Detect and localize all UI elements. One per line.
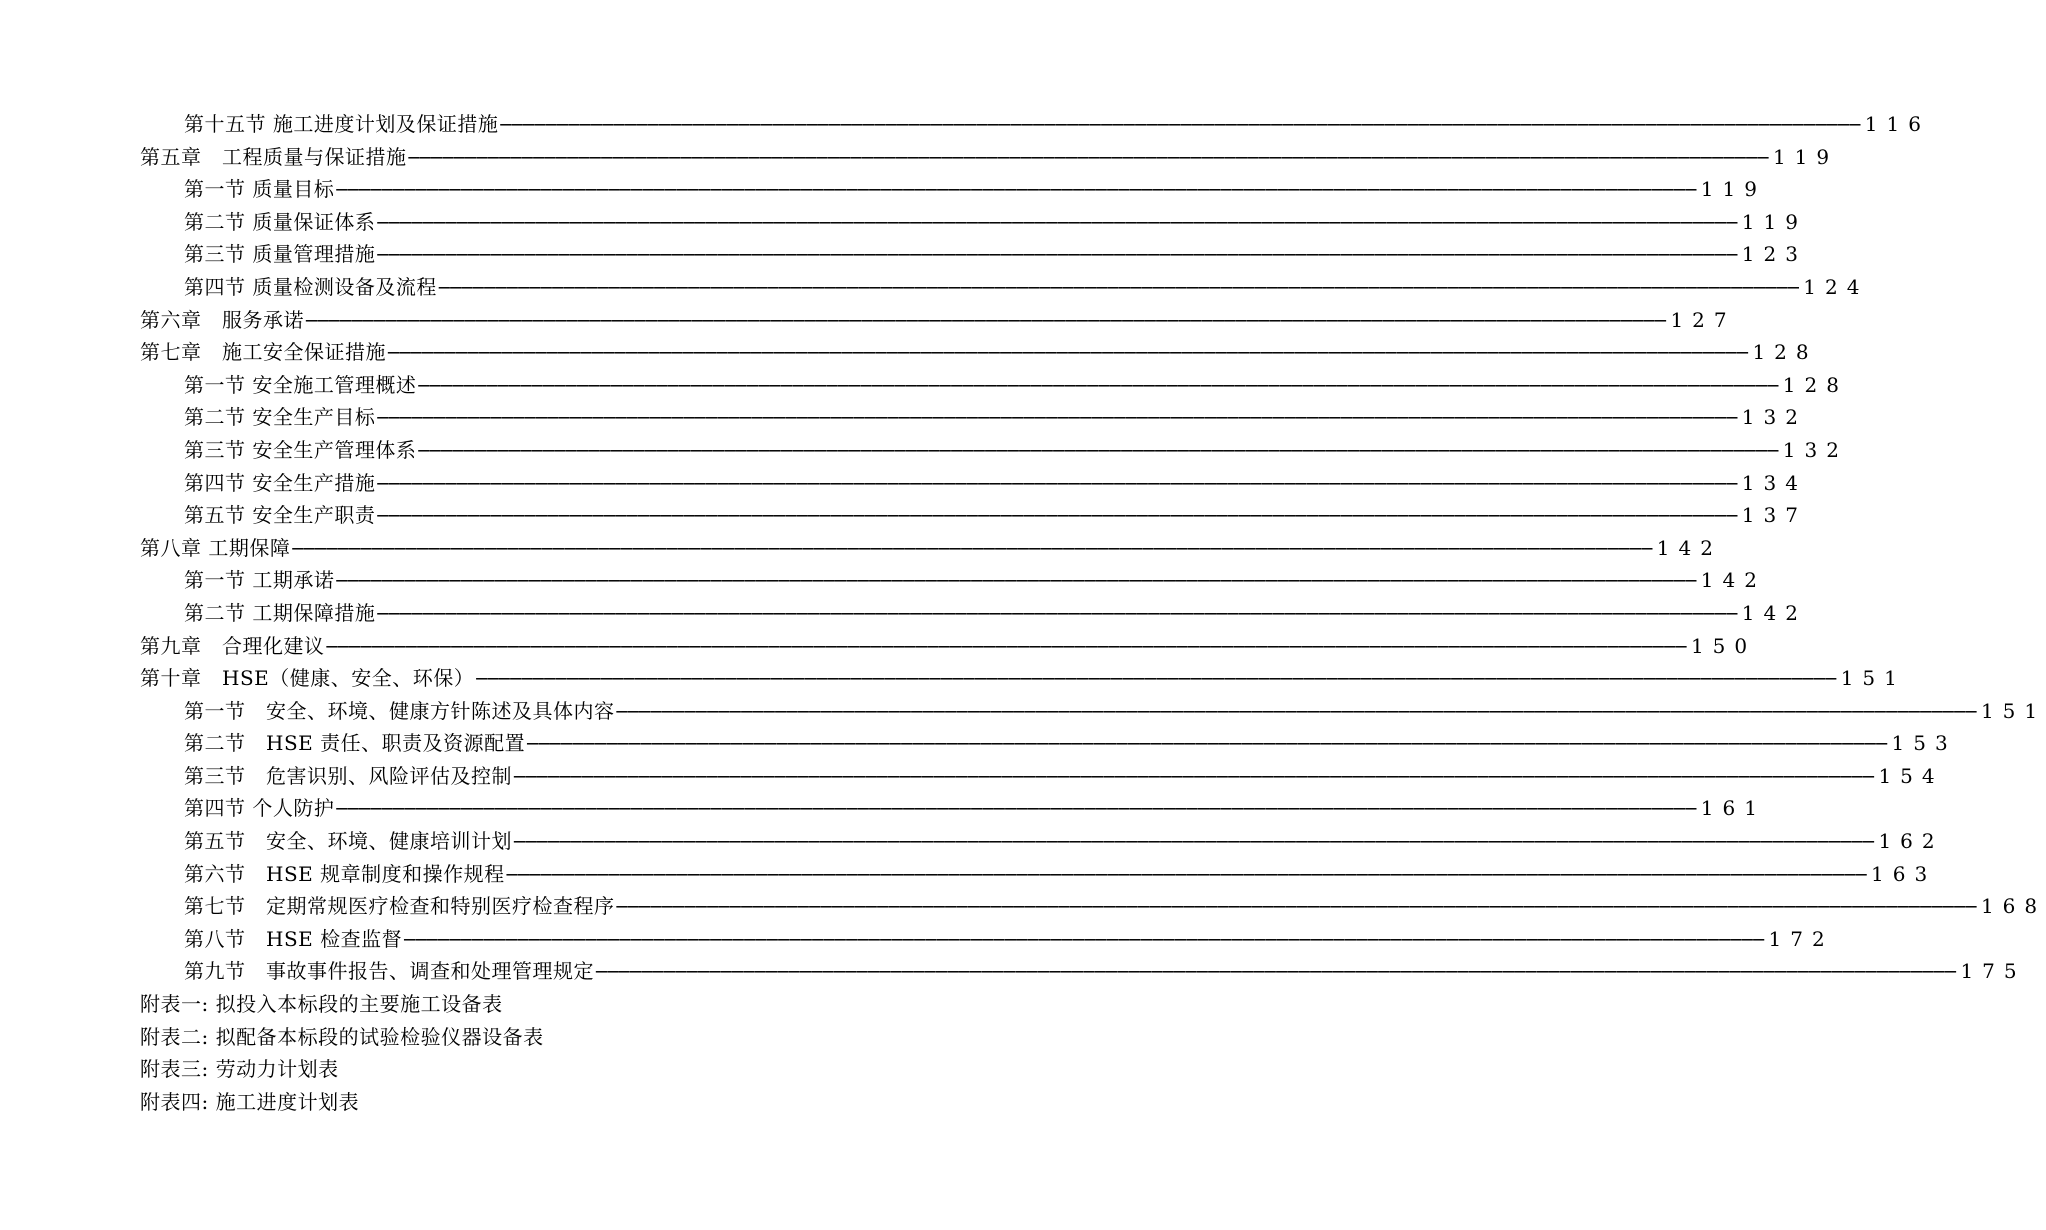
toc-entry-title: 第二节 质量保证体系: [184, 209, 376, 234]
toc-page-number: 163: [1871, 861, 1937, 886]
toc-section-entry[interactable]: [140, 108, 1930, 141]
toc-leader-line: ────────────────────────────────────────────────────────────────────────────────────────────────────────────────────────: [377, 506, 1738, 528]
toc-chapter-entry[interactable]: [140, 304, 1736, 337]
toc-page-number: 123: [1741, 242, 1807, 267]
toc-page-number: 172: [1768, 926, 1834, 951]
toc-page-number: 151: [1980, 698, 2046, 723]
toc-leader-line: ────────────────────────────────────────────────────────────────────────────────────────────────────────────────────────: [377, 603, 1738, 625]
toc-section-entry[interactable]: [140, 760, 1944, 793]
toc-section-entry[interactable]: [140, 271, 1869, 304]
toc-entry-title: 第六章 服务承诺: [140, 307, 304, 332]
toc-page-number: 119: [1772, 144, 1839, 169]
toc-leader-line: ────────────────────────────────────────────────────────────────────────────────────────────────────────────────────────: [326, 636, 1687, 658]
toc-section-entry[interactable]: [140, 499, 1807, 532]
toc-entry-title: 第三节 安全生产管理体系: [184, 437, 417, 462]
toc-entry-title: 第三节 危害识别、风险评估及控制: [184, 763, 512, 788]
toc-section-entry[interactable]: [140, 434, 1848, 467]
toc-page-number: 162: [1878, 829, 1944, 854]
toc-chapter-entry[interactable]: [140, 141, 1839, 174]
toc-entry-title: 第四节 质量检测设备及流程: [184, 274, 437, 299]
toc-page-number: 161: [1700, 796, 1766, 821]
toc-section-entry[interactable]: [140, 858, 1937, 891]
appendix-title: 附表二: 拟配备本标段的试验检验仪器设备表: [140, 1024, 544, 1049]
toc-chapter-entry[interactable]: [140, 336, 1818, 369]
toc-entry-title: 第九节 事故事件报告、调查和处理管理规定: [184, 959, 594, 984]
toc-leader-line: ────────────────────────────────────────────────────────────────────────────────────────────────────────────────────────: [388, 343, 1749, 365]
toc-entry-title: 第七章 施工安全保证措施: [140, 340, 386, 365]
toc-page-number: 150: [1690, 633, 1757, 658]
toc-entry-title: 第五节 安全生产职责: [184, 503, 376, 528]
toc-page-number: 154: [1878, 763, 1944, 788]
toc-page-number: 116: [1864, 112, 1930, 136]
toc-leader-line: ────────────────────────────────────────────────────────────────────────────────────────────────────────────────────────: [404, 929, 1765, 951]
toc-entry-title: 第五章 工程质量与保证措施: [140, 144, 407, 169]
toc-page-number: 175: [1960, 959, 2026, 984]
toc-section-entry[interactable]: [140, 825, 1944, 858]
toc-page-number: 124: [1803, 274, 1869, 299]
toc-page-number: 132: [1741, 405, 1807, 430]
toc-entry-title: 第二节 工期保障措施: [184, 600, 376, 625]
toc-entry-title: 第一节 安全施工管理概述: [184, 372, 417, 397]
toc-entry-title: 第一节 安全、环境、健康方针陈述及具体内容: [184, 698, 615, 723]
toc-section-entry[interactable]: [140, 727, 1957, 760]
toc-page-number: 132: [1782, 437, 1848, 462]
toc-leader-line: ────────────────────────────────────────────────────────────────────────────────────────────────────────────────────────: [527, 734, 1888, 756]
toc-entry-title: 第八章 工期保障: [140, 535, 291, 560]
toc-section-entry[interactable]: [140, 955, 2026, 988]
toc-page-number: 168: [1980, 894, 2046, 919]
toc-entry-title: 第八节 HSE 检查监督: [184, 926, 403, 951]
toc-section-entry[interactable]: [140, 467, 1807, 500]
toc-page-number: 137: [1741, 503, 1807, 528]
toc-leader-line: ────────────────────────────────────────────────────────────────────────────────────────────────────────────────────────: [377, 245, 1738, 267]
toc-entry-title: 第二节 安全生产目标: [184, 405, 376, 430]
toc-leader-line: ────────────────────────────────────────────────────────────────────────────────────────────────────────────────────────: [514, 832, 1875, 854]
appendix-entry[interactable]: [140, 1053, 806, 1086]
toc-page-number: 128: [1782, 372, 1848, 397]
toc-chapter-entry[interactable]: [140, 532, 1722, 565]
toc-leader-line: ────────────────────────────────────────────────────────────────────────────────────────────────────────────────────────: [336, 799, 1697, 821]
toc-chapter-entry[interactable]: [140, 662, 1906, 695]
toc-section-entry[interactable]: [140, 173, 1766, 206]
toc-leader-line: ────────────────────────────────────────────────────────────────────────────────────────────────────────────────────────: [438, 277, 1800, 299]
toc-section-entry[interactable]: [140, 890, 2046, 923]
toc-leader-line: ────────────────────────────────────────────────────────────────────────────────────────────────────────────────────────: [418, 440, 1779, 462]
toc-entry-title: 第五节 安全、环境、健康培训计划: [184, 829, 512, 854]
toc-page-number: 142: [1656, 535, 1722, 560]
toc-leader-line: ────────────────────────────────────────────────────────────────────────────────────────────────────────────────────────: [506, 864, 1868, 886]
toc-section-entry[interactable]: [140, 695, 2046, 728]
toc-entry-title: 第三节 质量管理措施: [184, 242, 376, 267]
toc-entry-title: 第六节 HSE 规章制度和操作规程: [184, 861, 505, 886]
toc-section-entry[interactable]: [140, 564, 1766, 597]
toc-leader-line: ────────────────────────────────────────────────────────────────────────────────────────────────────────────────────────: [336, 180, 1697, 202]
toc-leader-line: ────────────────────────────────────────────────────────────────────────────────────────────────────────────────────────: [377, 408, 1738, 430]
appendix-title: 附表三: 劳动力计划表: [140, 1057, 339, 1082]
toc-leader-line: ────────────────────────────────────────────────────────────────────────────────────────────────────────────────────────: [418, 375, 1779, 397]
toc-section-entry[interactable]: [140, 401, 1807, 434]
toc-leader-line: ────────────────────────────────────────────────────────────────────────────────────────────────────────────────────────: [596, 962, 1957, 984]
appendix-entry[interactable]: [140, 988, 806, 1021]
appendix-title: 附表四: 施工进度计划表: [140, 1089, 360, 1114]
toc-entry-title: 第二节 HSE 责任、职责及资源配置: [184, 731, 526, 756]
toc-chapter-entry[interactable]: [140, 630, 1757, 663]
toc-section-entry[interactable]: [140, 792, 1766, 825]
toc-entry-title: 第七节 定期常规医疗检查和特别医疗检查程序: [184, 894, 615, 919]
toc-page-number: 151: [1840, 666, 1906, 691]
appendix-entry[interactable]: [140, 1086, 806, 1119]
toc-leader-line: ────────────────────────────────────────────────────────────────────────────────────────────────────────────────────────: [306, 310, 1667, 332]
toc-entry-title: 第十章 HSE（健康、安全、环保）: [140, 666, 475, 691]
toc-section-entry[interactable]: [140, 597, 1807, 630]
toc-leader-line: ────────────────────────────────────────────────────────────────────────────────────────────────────────────────────────: [616, 701, 1977, 723]
toc-leader-line: ────────────────────────────────────────────────────────────────────────────────────────────────────────────────────────: [500, 115, 1861, 136]
toc-leader-line: ────────────────────────────────────────────────────────────────────────────────────────────────────────────────────────: [377, 473, 1738, 495]
toc-page-number: 142: [1700, 568, 1766, 593]
toc-leader-line: ────────────────────────────────────────────────────────────────────────────────────────────────────────────────────────: [514, 766, 1875, 788]
toc-entry-title: 第十五节 施工进度计划及保证措施: [184, 112, 499, 136]
toc-entry-title: 第一节 质量目标: [184, 177, 335, 202]
appendix-title: 附表一: 拟投入本标段的主要施工设备表: [140, 992, 503, 1017]
toc-page-number: 153: [1891, 731, 1957, 756]
toc-entry-title: 第四节 个人防护: [184, 796, 335, 821]
table-of-contents: [140, 108, 2046, 1118]
toc-page-number: 128: [1752, 340, 1818, 365]
toc-leader-line: ────────────────────────────────────────────────────────────────────────────────────────────────────────────────────────: [476, 669, 1837, 691]
toc-page-number: 134: [1741, 470, 1807, 495]
toc-page-number: 119: [1741, 209, 1807, 234]
toc-page-number: 119: [1700, 177, 1766, 202]
toc-leader-line: ────────────────────────────────────────────────────────────────────────────────────────────────────────────────────────: [408, 147, 1769, 169]
appendix-entry[interactable]: [140, 1021, 806, 1054]
toc-leader-line: ────────────────────────────────────────────────────────────────────────────────────────────────────────────────────────: [292, 538, 1653, 560]
toc-section-entry[interactable]: [140, 238, 1807, 271]
toc-entry-title: 第九章 合理化建议: [140, 633, 325, 658]
toc-section-entry[interactable]: [140, 369, 1848, 402]
toc-entry-title: 第四节 安全生产措施: [184, 470, 376, 495]
toc-leader-line: ────────────────────────────────────────────────────────────────────────────────────────────────────────────────────────: [336, 571, 1697, 593]
toc-section-entry[interactable]: [140, 206, 1807, 239]
toc-leader-line: ────────────────────────────────────────────────────────────────────────────────────────────────────────────────────────: [616, 897, 1977, 919]
toc-leader-line: ────────────────────────────────────────────────────────────────────────────────────────────────────────────────────────: [377, 212, 1738, 234]
toc-section-entry[interactable]: [140, 923, 1834, 956]
toc-entry-title: 第一节 工期承诺: [184, 568, 335, 593]
toc-page-number: 127: [1670, 307, 1736, 332]
toc-page-number: 142: [1741, 600, 1807, 625]
